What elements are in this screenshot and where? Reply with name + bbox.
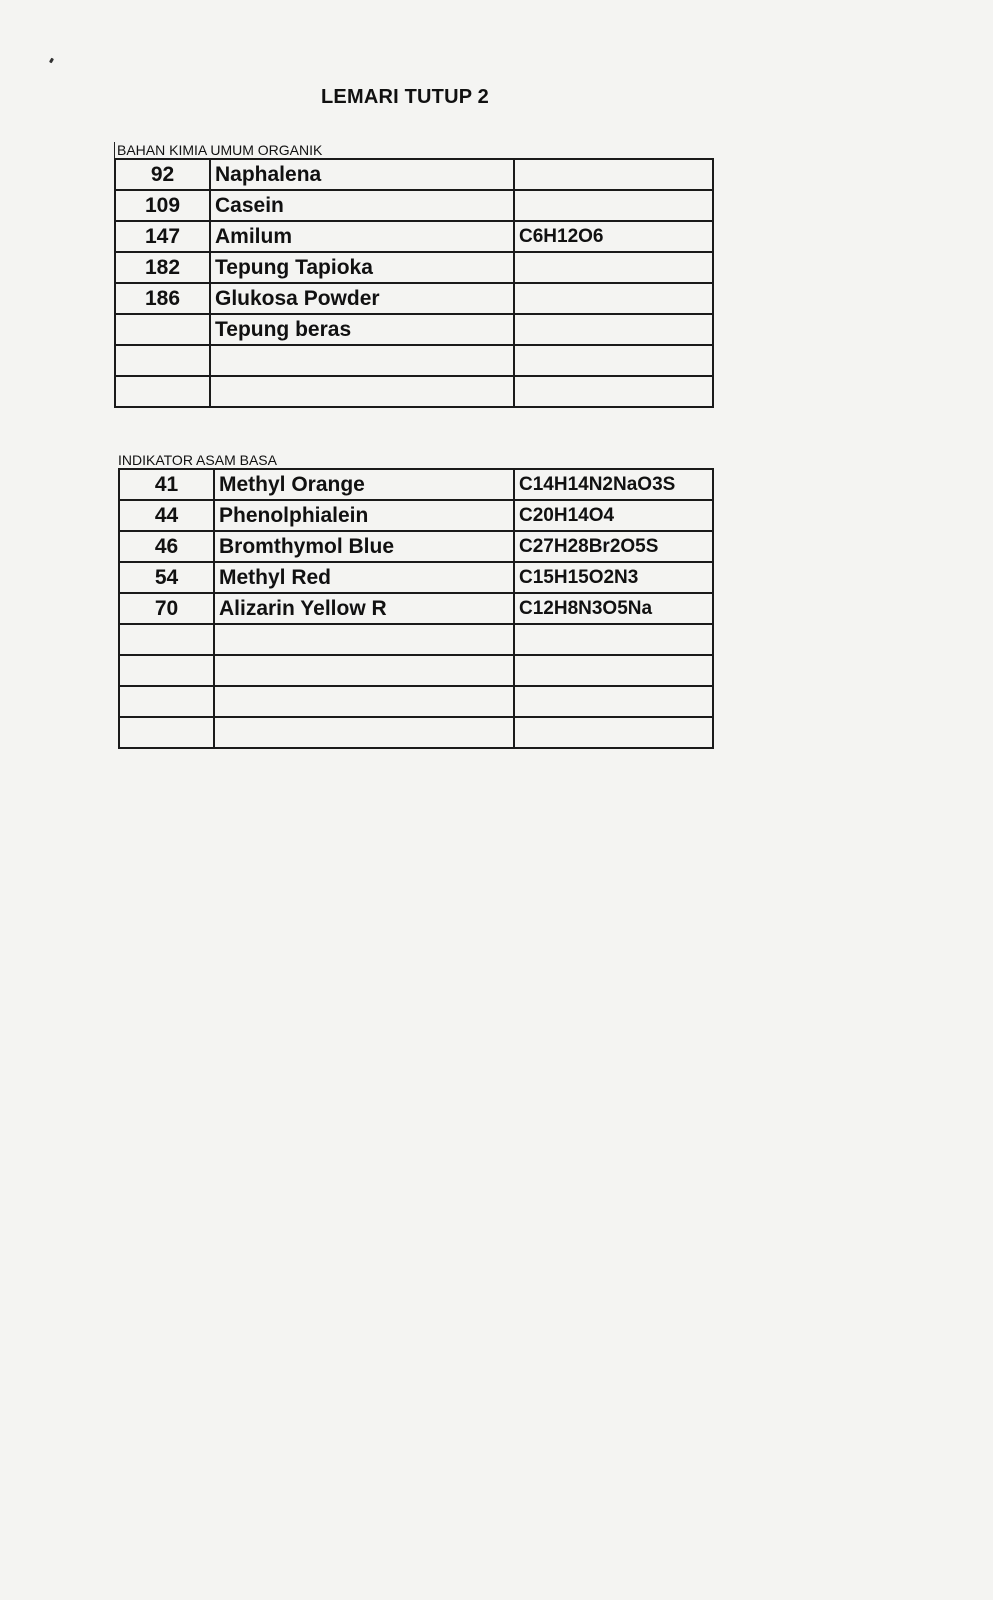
section-organic-chemicals [114,142,714,408]
cell-formula [514,190,713,221]
cell-formula [514,376,713,407]
table-row [119,655,713,686]
page-title: LEMARI TUTUP 2 [321,86,489,108]
table-row [119,562,713,593]
cell-name: Tepung beras [210,314,514,345]
table-row [115,314,713,345]
cell-number: 70 [119,593,214,624]
indicators-table [118,468,714,749]
table-row [119,686,713,717]
cell-formula: C27H28Br2O5S [514,531,713,562]
table-row [119,531,713,562]
table-row [119,469,713,500]
cell-number: 182 [115,252,210,283]
cell-name [214,624,514,655]
table-row [115,221,713,252]
cell-number [119,655,214,686]
cell-number: 44 [119,500,214,531]
cell-number [115,345,210,376]
cell-number [119,624,214,655]
cell-formula [514,655,713,686]
cell-formula: C14H14N2NaO3S [514,469,713,500]
cell-formula [514,283,713,314]
cell-number: 41 [119,469,214,500]
cell-number [115,376,210,407]
cell-number [119,686,214,717]
cell-name [210,376,514,407]
cell-name: Tepung Tapioka [210,252,514,283]
cell-name: Naphalena [210,159,514,190]
cell-name: Methyl Red [214,562,514,593]
cell-formula [514,686,713,717]
cell-formula: C12H8N3O5Na [514,593,713,624]
cell-number: 46 [119,531,214,562]
section-acid-base-indicators [118,452,714,749]
table-row [115,345,713,376]
cell-formula: C6H12O6 [514,221,713,252]
cell-formula [514,159,713,190]
table-row [115,252,713,283]
cell-name: Glukosa Powder [210,283,514,314]
cell-name: Casein [210,190,514,221]
cell-number: 92 [115,159,210,190]
cell-formula [514,345,713,376]
table-row [119,624,713,655]
cell-number: 54 [119,562,214,593]
cell-name [214,686,514,717]
cell-name: Amilum [210,221,514,252]
table-row [115,283,713,314]
table-row [119,717,713,748]
table-row [119,593,713,624]
cell-formula [514,314,713,345]
cell-formula: C15H15O2N3 [514,562,713,593]
cell-formula: C20H14O4 [514,500,713,531]
cell-formula [514,624,713,655]
cell-name: Bromthymol Blue [214,531,514,562]
cell-name [214,717,514,748]
cell-name: Phenolphialein [214,500,514,531]
chemicals-table [114,158,714,408]
cell-formula [514,717,713,748]
table-row [115,376,713,407]
cell-number: 109 [115,190,210,221]
table-row [119,500,713,531]
cell-name [214,655,514,686]
cell-number [115,314,210,345]
table-row [115,190,713,221]
section-heading: INDIKATOR ASAM BASA [118,452,277,468]
cell-number [119,717,214,748]
cell-name [210,345,514,376]
cell-name: Alizarin Yellow R [214,593,514,624]
table-row [115,159,713,190]
cell-number: 147 [115,221,210,252]
cell-name: Methyl Orange [214,469,514,500]
cell-number: 186 [115,283,210,314]
section-heading: BAHAN KIMIA UMUM ORGANIK [114,142,714,158]
paper-speck [49,58,54,64]
cell-formula [514,252,713,283]
